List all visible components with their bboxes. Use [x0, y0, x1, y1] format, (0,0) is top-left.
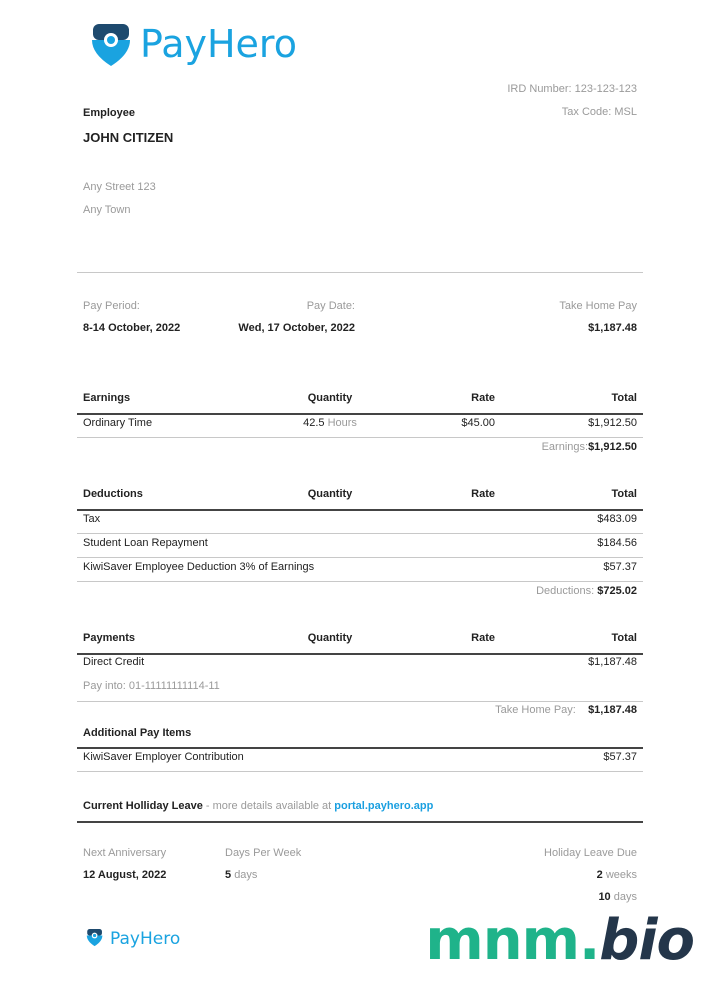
total-header: Total [611, 632, 637, 644]
leave-due-days [598, 890, 637, 904]
deductions-title: Deductions [83, 488, 143, 500]
payments-title: Payments [83, 632, 135, 644]
payments-total-label: Take Home Pay: [495, 704, 576, 716]
payment-row-name: Direct Credit [83, 656, 145, 668]
watermark [425, 908, 694, 973]
total-header: Total [611, 392, 637, 404]
additional-title: Additional Pay Items [83, 727, 192, 739]
leave-due-label: Holiday Leave Due [544, 847, 637, 859]
quantity-header: Quantity [307, 632, 353, 644]
pay-period-label: Pay Period: [83, 300, 140, 312]
rate-header: Rate [471, 488, 495, 500]
payhero-logo-icon [86, 928, 104, 948]
leave-due-weeks [597, 868, 637, 882]
deduction-row-total: $57.37 [603, 561, 637, 573]
days-unit: days [613, 891, 637, 903]
deduction-row-total: $483.09 [597, 513, 637, 525]
deductions-total-label: Deductions: [536, 585, 595, 597]
brand-name: PayHero [140, 22, 297, 66]
dpw-unit: days [234, 869, 258, 881]
employee-name: JOHN CITIZEN [83, 130, 174, 145]
pay-into-account: Pay into: 01-11111111114-11 [83, 680, 220, 692]
take-home-label: Take Home Pay [559, 300, 637, 312]
earnings-title: Earnings [83, 392, 131, 404]
deduction-row-name: Student Loan Repayment [83, 537, 208, 549]
address-line-1: Any Street 123 [83, 181, 156, 193]
rate-header: Rate [471, 632, 495, 644]
dpw-value: 5 [225, 869, 232, 881]
deduction-row-name: Tax [83, 513, 101, 525]
deductions-total [536, 584, 637, 598]
portal-link[interactable]: portal.payhero.app [334, 800, 434, 812]
deduction-row-total: $184.56 [597, 537, 637, 549]
divider [77, 747, 643, 749]
divider [77, 653, 643, 655]
days-value: 10 [598, 891, 611, 903]
next-anniversary: 12 August, 2022 [83, 869, 167, 881]
watermark-part1: mnm. [425, 908, 600, 973]
take-home-value: $1,187.48 [588, 322, 637, 334]
payments-total [495, 703, 637, 717]
payhero-logo-icon [90, 24, 134, 68]
divider [77, 581, 643, 582]
divider [77, 821, 643, 823]
divider [77, 272, 643, 273]
weeks-unit: weeks [605, 869, 637, 881]
pay-date-label: Pay Date: [306, 300, 355, 312]
earnings-row-rate: $45.00 [461, 417, 495, 429]
employee-label: Employee [83, 107, 135, 119]
qty-value: 42.5 [303, 417, 325, 429]
payments-total-value: $1,187.48 [588, 704, 637, 716]
qty-unit: Hours [327, 417, 357, 429]
divider [77, 413, 643, 415]
earnings-row-qty [280, 416, 380, 430]
ird-number: IRD Number: 123-123-123 [507, 83, 637, 95]
earnings-row-total: $1,912.50 [588, 417, 637, 429]
days-per-week-label: Days Per Week [225, 847, 302, 859]
divider [77, 509, 643, 511]
rate-header: Rate [471, 392, 495, 404]
holiday-heading [83, 799, 433, 813]
divider [77, 557, 643, 558]
earnings-total-value: $1,912.50 [588, 441, 637, 453]
deduction-row-name: KiwiSaver Employee Deduction 3% of Earnings [83, 561, 315, 573]
pay-date: Wed, 17 October, 2022 [238, 322, 355, 334]
payment-row-total: $1,187.48 [588, 656, 637, 668]
pay-period: 8-14 October, 2022 [83, 322, 181, 334]
footer-brand-name: PayHero [110, 929, 181, 949]
holiday-title: Current Holliday Leave [83, 800, 203, 812]
total-header: Total [611, 488, 637, 500]
tax-code: Tax Code: MSL [561, 106, 637, 118]
earnings-total-label: Earnings: [541, 441, 589, 453]
deductions-total-value: $725.02 [597, 585, 637, 597]
divider [77, 771, 643, 772]
watermark-part2: bio [599, 908, 694, 973]
additional-row-name: KiwiSaver Employer Contribution [83, 751, 244, 763]
earnings-row-name: Ordinary Time [83, 417, 153, 429]
address-line-2: Any Town [83, 204, 131, 216]
quantity-header: Quantity [307, 392, 353, 404]
next-anniversary-label: Next Anniversary [83, 847, 167, 859]
weeks-value: 2 [596, 869, 603, 881]
divider [77, 533, 643, 534]
divider [77, 437, 643, 438]
divider [77, 701, 643, 702]
additional-row-total: $57.37 [603, 751, 637, 763]
holiday-note: - more details available at [205, 800, 332, 812]
days-per-week [225, 868, 257, 882]
earnings-total [542, 440, 637, 454]
quantity-header: Quantity [307, 488, 353, 500]
